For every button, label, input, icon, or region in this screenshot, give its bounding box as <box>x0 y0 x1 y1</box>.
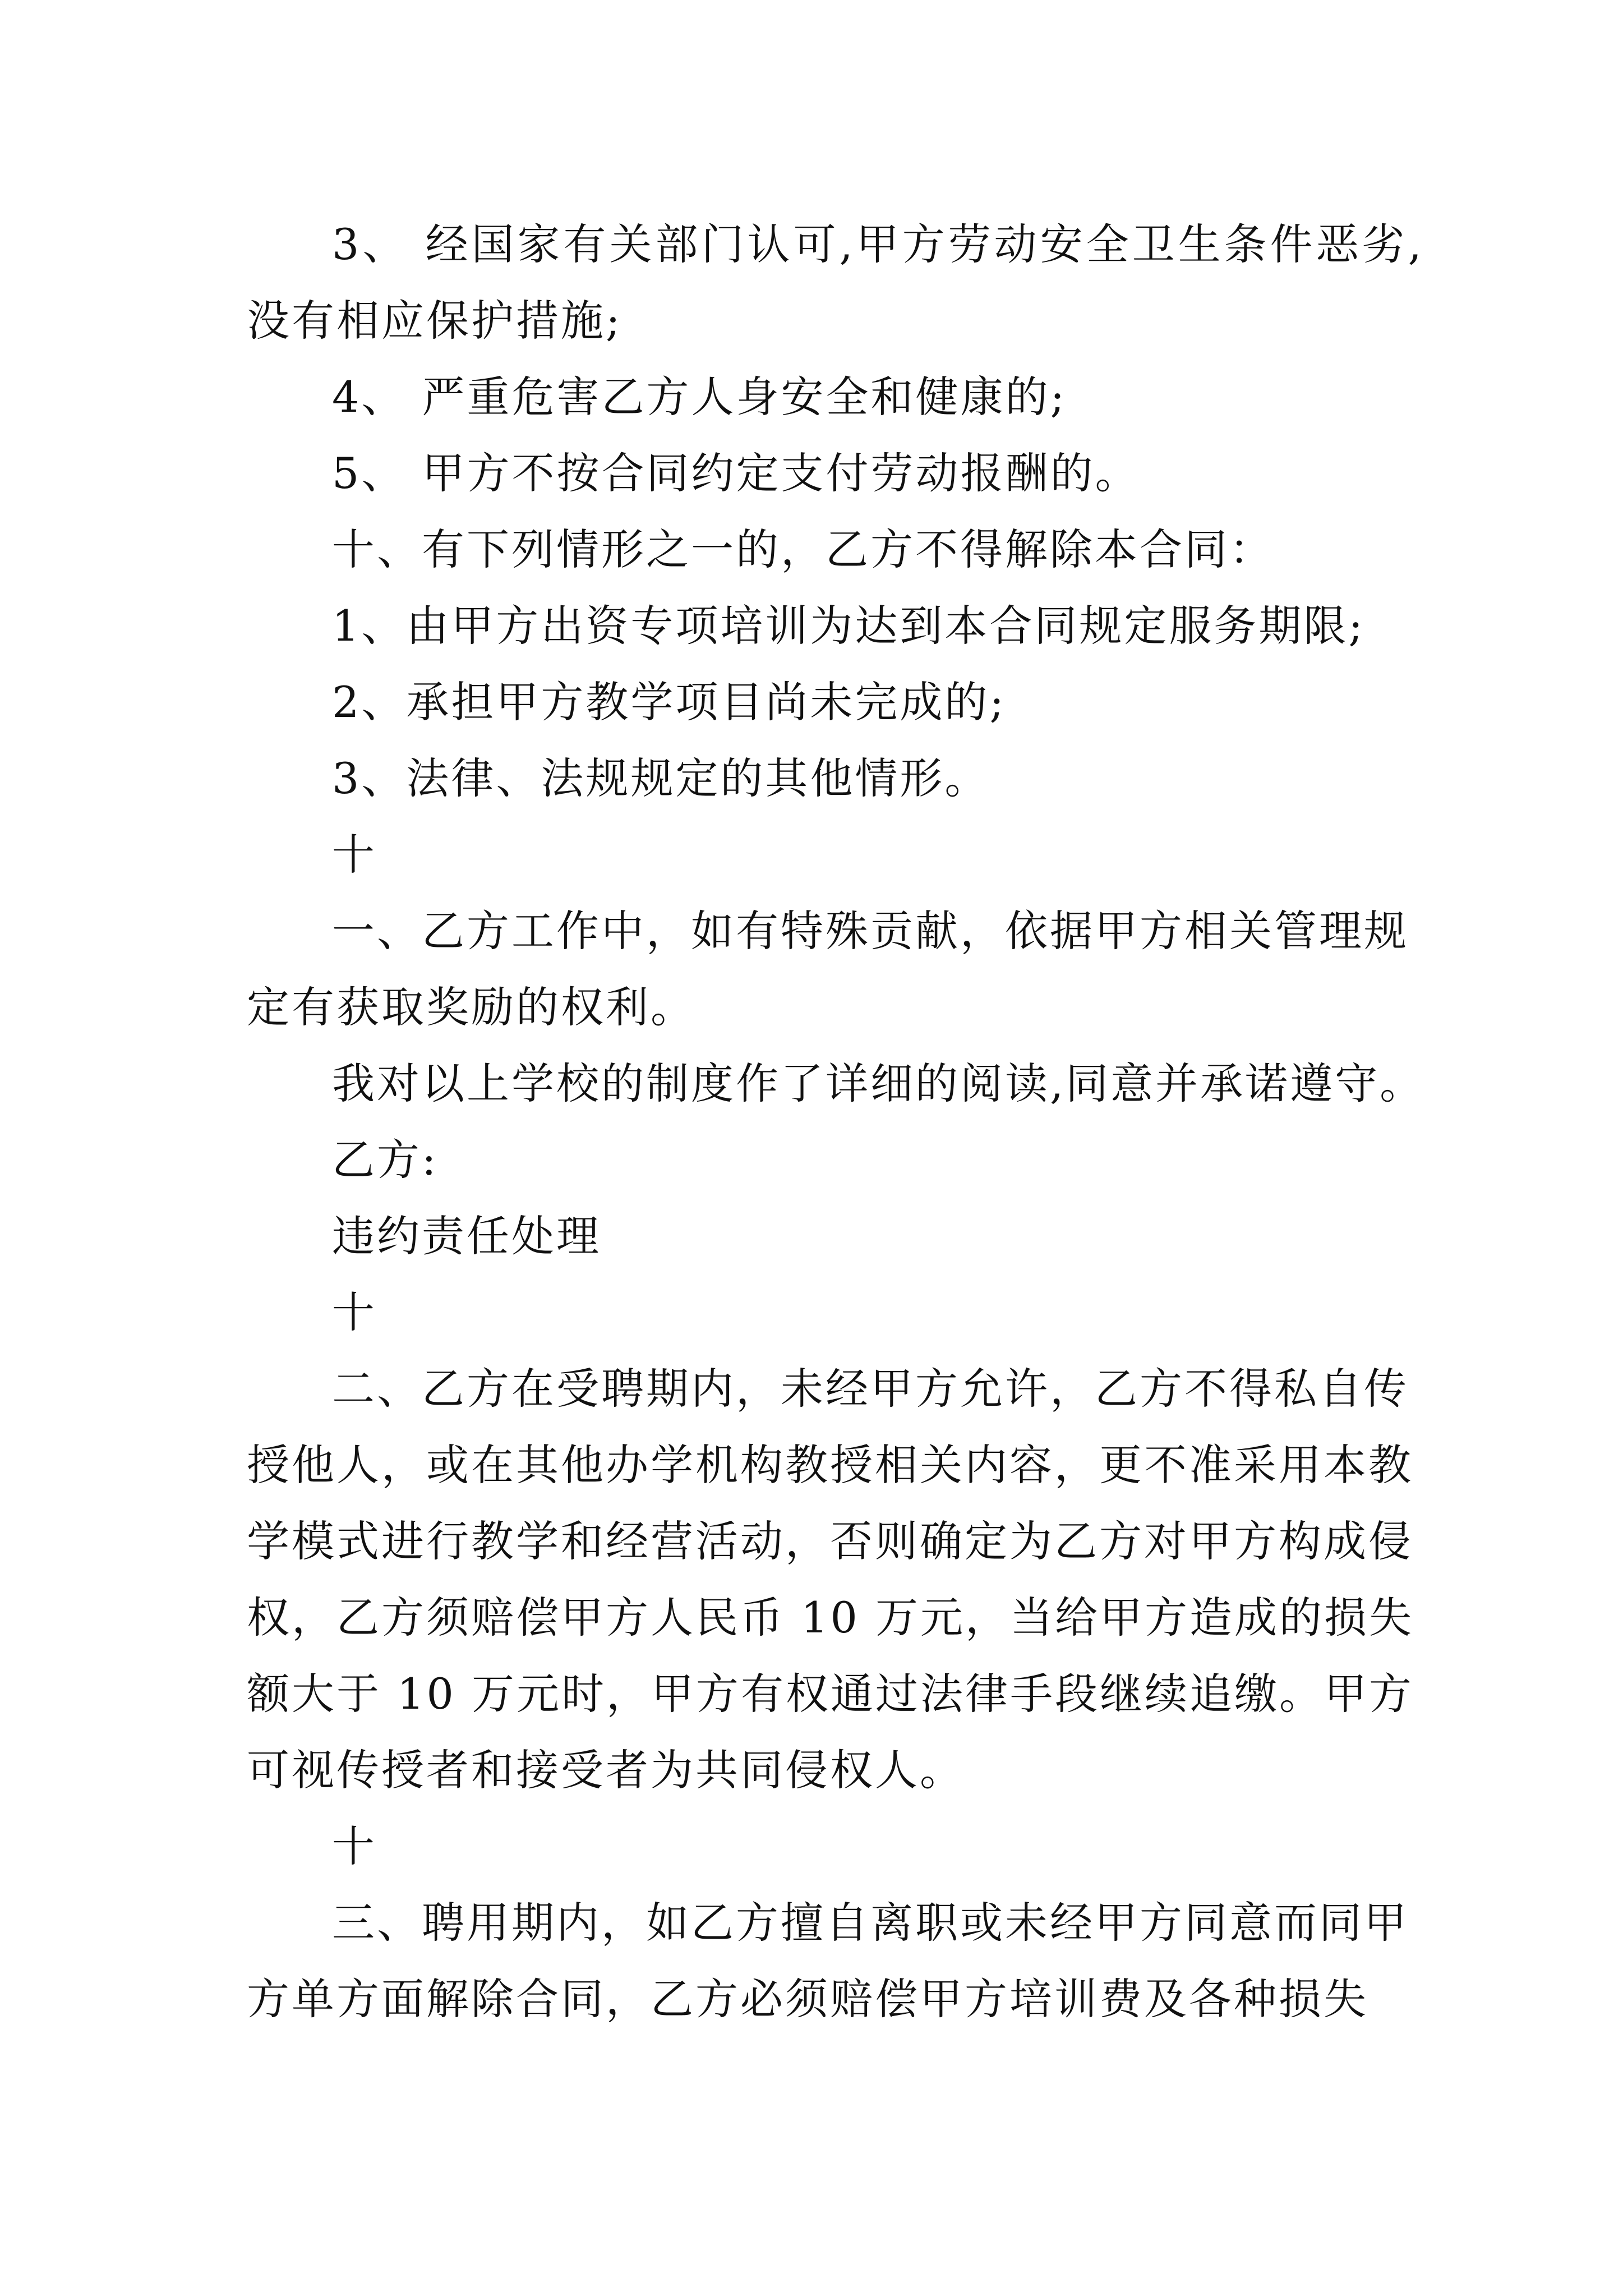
text-line: 乙方: <box>332 1135 439 1185</box>
text-line: 十、有下列情形之一的，乙方不得解除本合同： <box>332 524 1274 574</box>
text-line: 4、 严重危害乙方人身安全和健康的; <box>332 372 1067 422</box>
text-line: 一、乙方工作中，如有特殊贡献，依据甲方相关管理规 <box>332 906 1409 956</box>
text-line: 二、乙方在受聘期内，未经甲方允许，乙方不得私自传 <box>332 1364 1409 1414</box>
text-line: 2、承担甲方教学项目尚未完成的; <box>332 677 1006 727</box>
text-line: 我对以上学校的制度作了详细的阅读,同意并承诺遵守。 <box>332 1059 1425 1108</box>
text-line: 十 <box>332 1287 377 1337</box>
text-line: 学模式进行教学和经营活动，否则确定为乙方对甲方构成侵 <box>247 1516 1413 1566</box>
text-line: 三、聘用期内，如乙方擅自离职或未经甲方同意而同甲 <box>332 1898 1409 1948</box>
text-line: 违约责任处理 <box>332 1211 601 1261</box>
text-line: 权，乙方须赔偿甲方人民币 10 万元，当给甲方造成的损失 <box>247 1593 1414 1642</box>
text-line: 定有获取奖励的权利。 <box>247 982 695 1032</box>
text-line: 可视传授者和接受者为共同侵权人。 <box>247 1745 965 1795</box>
text-line: 没有相应保护措施; <box>247 296 623 346</box>
text-line: 1、由甲方出资专项培训为达到本合同规定服务期限; <box>332 601 1365 651</box>
text-line: 授他人，或在其他办学机构教授相关内容，更不准采用本教 <box>247 1440 1413 1490</box>
text-line: 3、 经国家有关部门认可,甲方劳动安全卫生条件恶劣, <box>332 219 1425 269</box>
text-line: 十 <box>332 830 377 880</box>
text-line: 十 <box>332 1821 377 1871</box>
text-line: 3、法律、法规规定的其他情形。 <box>332 753 990 803</box>
text-line: 额大于 10 万元时，甲方有权通过法律手段继续追缴。甲方 <box>247 1669 1414 1719</box>
text-line: 方单方面解除合同，乙方必须赔偿甲方培训费及各种损失 <box>247 1974 1368 2024</box>
text-line: 5、 甲方不按合同约定支付劳动报酬的。 <box>332 448 1140 498</box>
